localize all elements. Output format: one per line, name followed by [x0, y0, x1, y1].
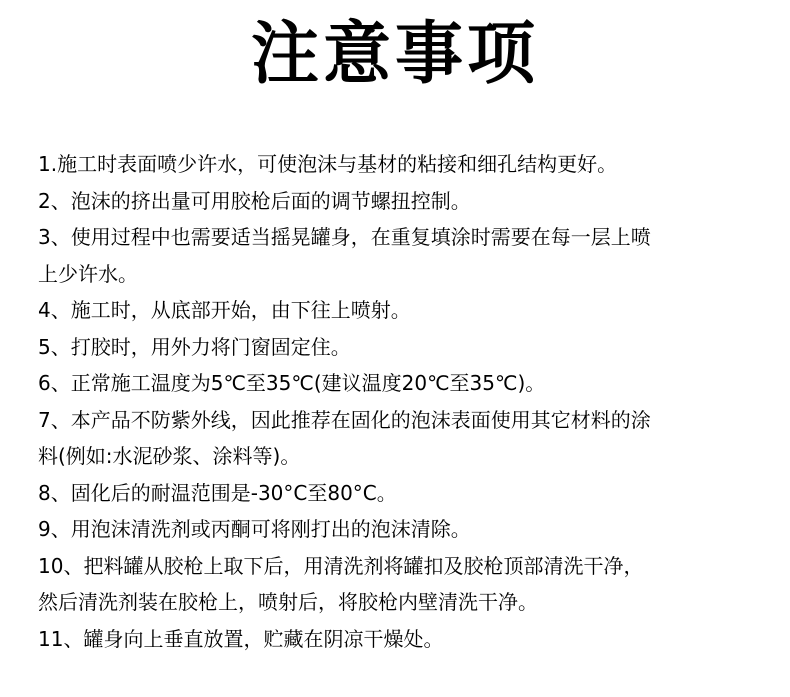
note-line: 9、用泡沫清洗剂或丙酮可将刚打出的泡沫清除。 — [38, 517, 471, 541]
note-item — [38, 548, 754, 621]
note-line: 上少许水。 — [38, 261, 138, 286]
note-line: 11、罐身向上垂直放置，贮藏在阴凉干燥处。 — [38, 626, 444, 651]
notes-list — [38, 146, 754, 657]
note-line: 4、施工时，从底部开始，由下往上喷射。 — [38, 298, 411, 322]
note-line: 2、泡沫的挤出量可用胶枪后面的调节螺扭控制。 — [38, 188, 471, 213]
note-line: 6、正常施工温度为5℃至35℃(建议温度20℃至35℃)。 — [38, 371, 546, 395]
note-line: 8、固化后的耐温范围是-30°C至80°C。 — [38, 480, 397, 505]
note-item — [38, 475, 754, 512]
note-line: 3、使用过程中也需要适当摇晃罐身，在重复填涂时需要在每一层上喷 — [38, 225, 651, 249]
note-line: 然后清洗剂装在胶枪上，喷射后，将胶枪内壁清洗干净。 — [38, 590, 538, 614]
note-item — [38, 146, 754, 183]
note-item — [38, 402, 754, 475]
note-item — [38, 365, 754, 402]
note-line: 10、把料罐从胶枪上取下后，用清洗剂将罐扣及胶枪顶部清洗干净， — [38, 553, 644, 578]
note-item — [38, 292, 754, 329]
note-line: 料(例如:水泥砂浆、涂料等)。 — [38, 444, 301, 468]
note-line: 5、打胶时，用外力将门窗固定住。 — [38, 334, 351, 359]
note-item — [38, 219, 754, 292]
note-line: 7、本产品不防紫外线，因此推荐在固化的泡沫表面使用其它材料的涂 — [38, 407, 651, 432]
note-item — [38, 621, 754, 658]
note-item — [38, 511, 754, 548]
note-line: 1.施工时表面喷少许水，可使泡沫与基材的粘接和细孔结构更好。 — [38, 152, 618, 176]
note-item — [38, 183, 754, 220]
note-item — [38, 329, 754, 366]
page-title: 注意事项 — [250, 15, 539, 94]
